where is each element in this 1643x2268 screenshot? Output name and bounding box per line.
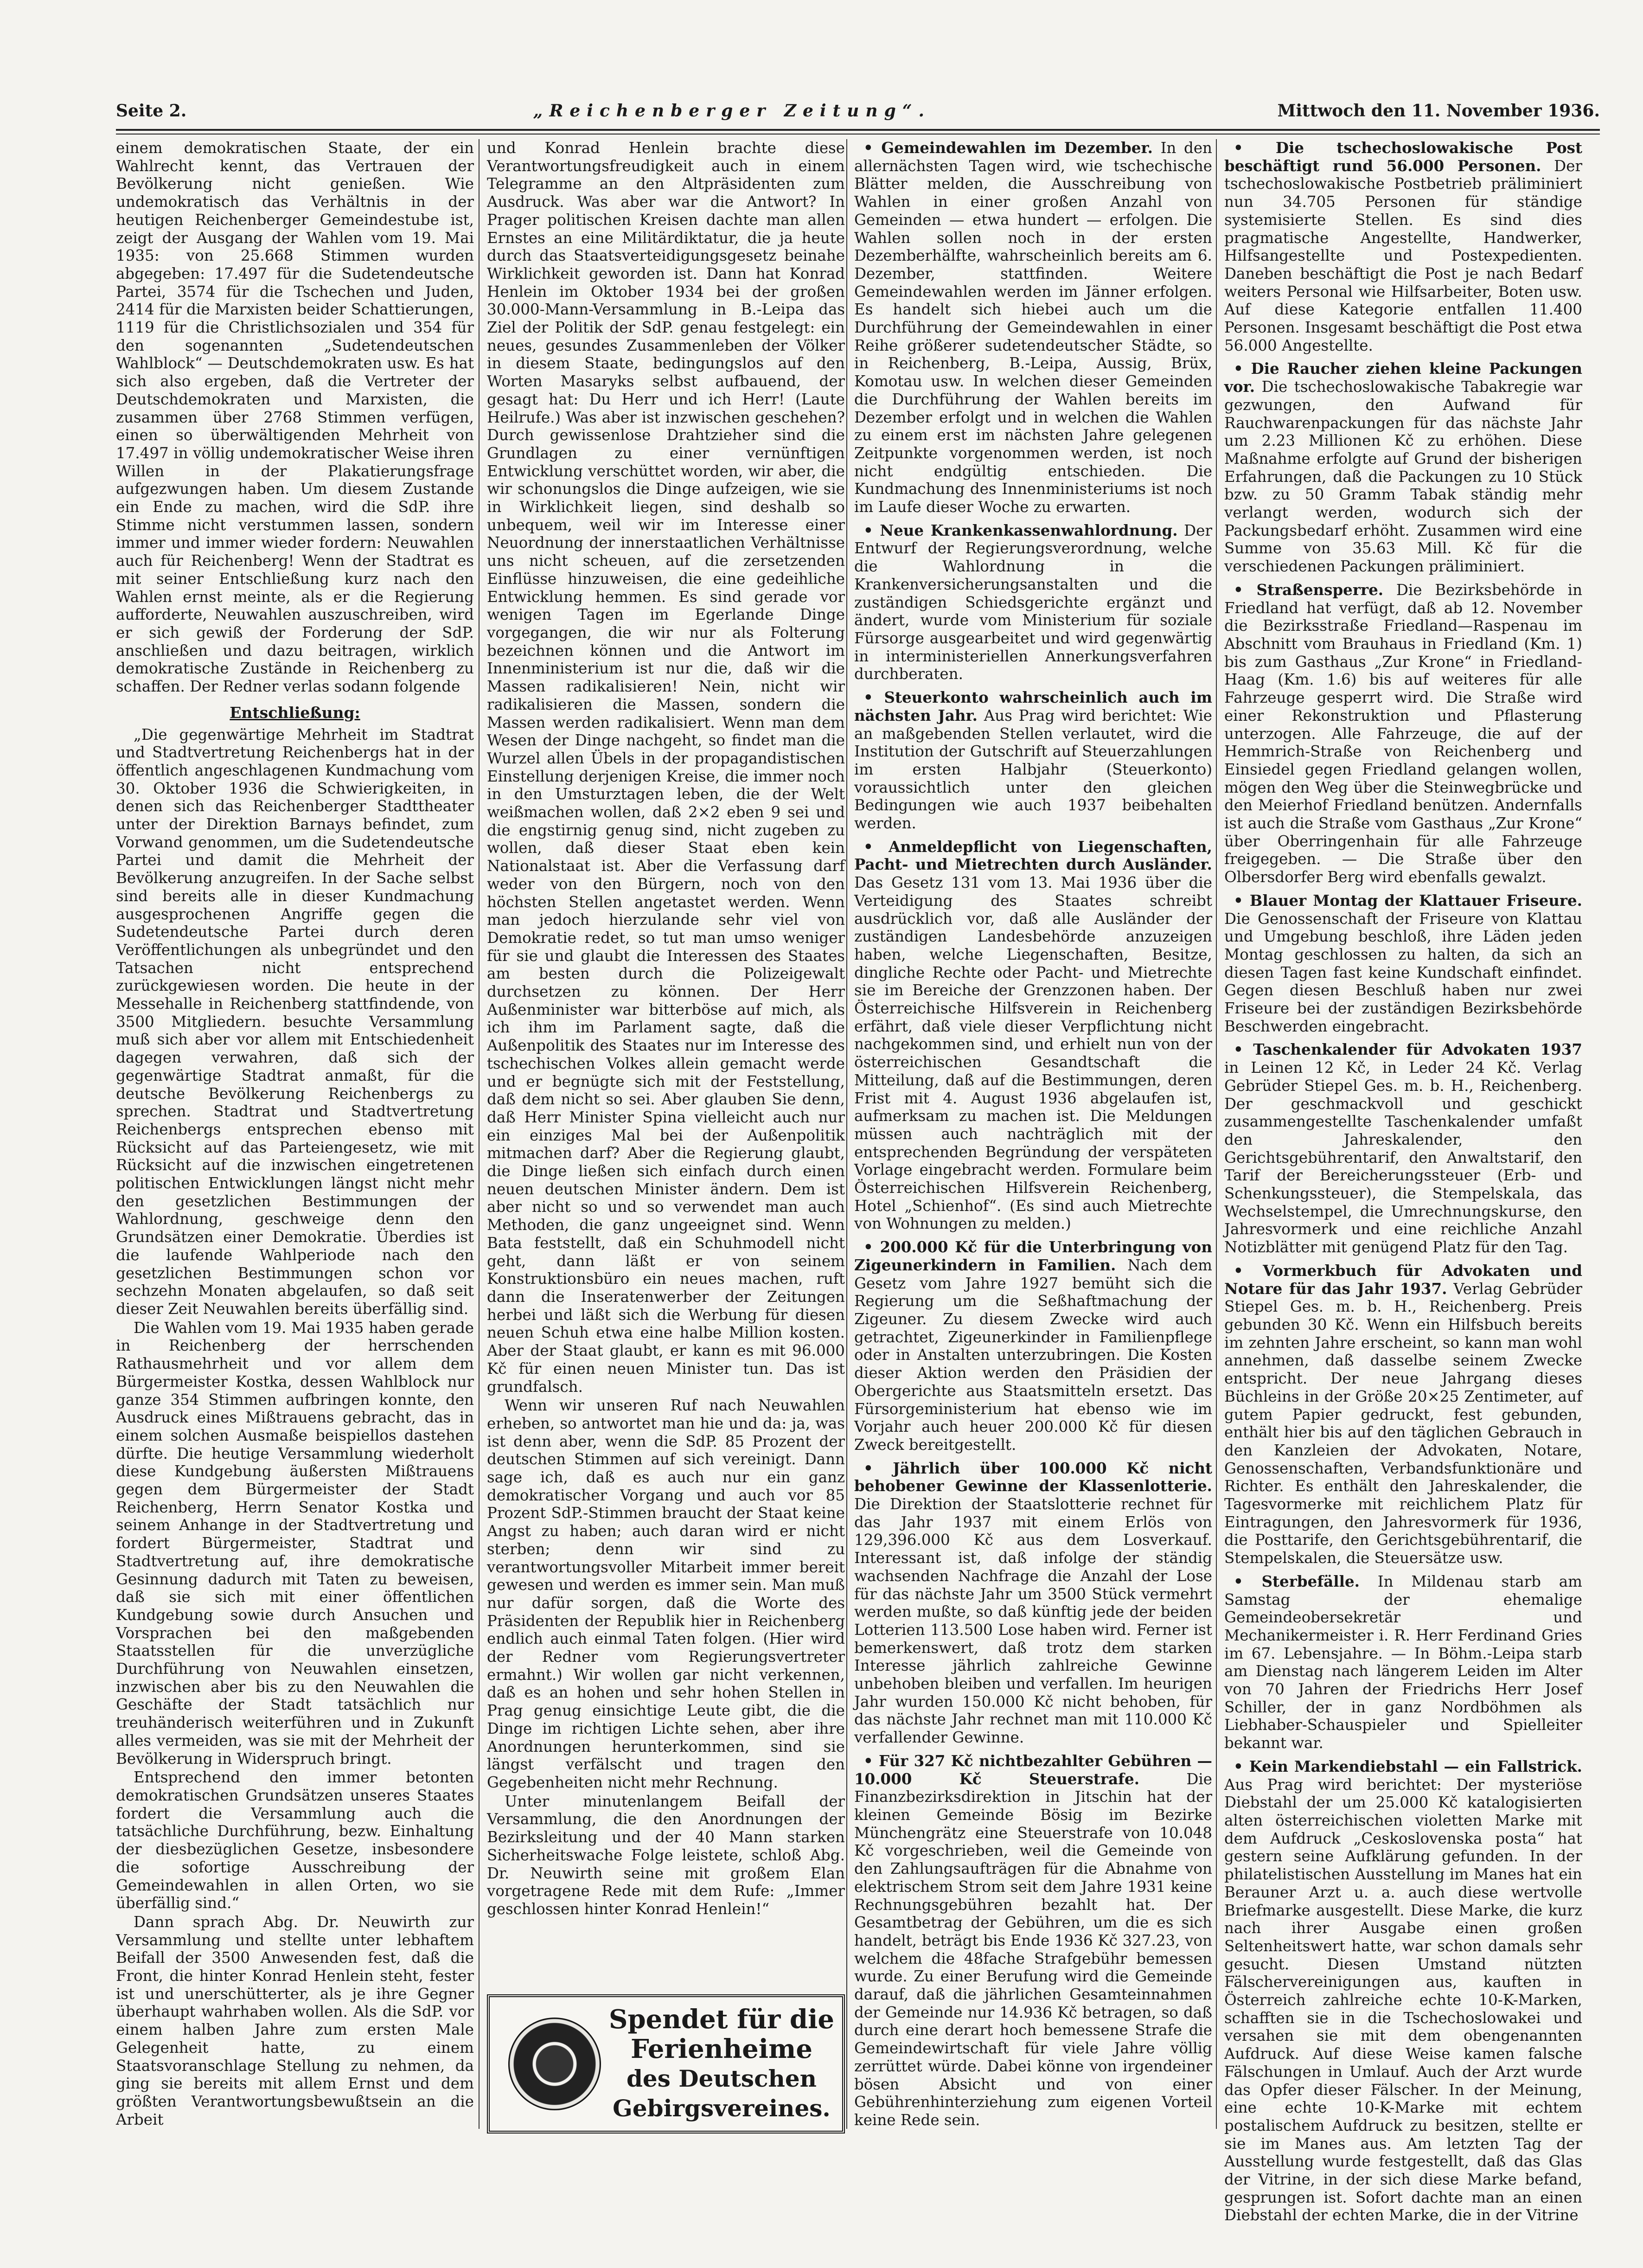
column-3	[854, 139, 1212, 2189]
column-2	[487, 139, 845, 1976]
article-paragraph: „Die gegenwärtige Mehrheit im Stadtrat und Stadtvertretung Reichenbergs hat in der öffentlich angeschlagenen Kundmachung vom 30. Oktober 1936 die Schwierigkeiten, in denen sich das Reichenberger Stadttheater unter der Direktion Barnays befindet, zum Vorwand genommen, um die Sudetendeutsche Partei und damit die Mehrheit der Bevölkerung anzugreifen. In der Sache selbst sind bereits alle in dieser Kundmachung ausgesprochenen Angriffe gegen die Sudetendeutsche Partei durch deren Veröffentlichungen als unbegründet und den Tatsachen nicht entsprechend zurückgewiesen worden. Die heute in der Messehalle in Reichenberg stattfindende, von 3500 Mitgliedern. besuchte Versammlung muß sich aber vor allem mit Entschiedenheit dagegen verwahren, daß sich der gegenwärtige Stadtrat anmaßt, für die deutsche Bevölkerung Reichenbergs zu sprechen. Stadtrat und Stadtvertretung Reichenbergs entsprechen ebenso mit Rücksicht auf das Parteiengesetz, wie mit Rücksicht auf die inzwischen eingetretenen politischen Entwicklungen längst nicht mehr den gesetzlichen Bestimmungen der Wahlordnung, geschweige denn den Grundsätzen einer Demokratie. Überdies ist die laufende Wahlperiode nach den gesetzlichen Bestimmungen schon vor sechzehn Monaten abgelaufen, so daß seit dieser Zeit Neuwahlen bereits überfällig sind.	[116, 725, 474, 1318]
article-paragraph: und Konrad Henlein brachte diese Verantwortungsfreudigkeit auch in einem Telegramme an den Altpräsidenten zum Ausdruck. Was aber war die Antwort? In Prager politischen Kreisen dachte man allen Ernstes an eine Militärdiktatur, die ja heute durch das Staatsverteidigungsgesetz beinahe Wirklichkeit geworden ist. Dann hat Konrad Henlein im Oktober 1934 bei der großen 30.000-Mann-Versammlung in B.-Leipa das Ziel der Politik der SdP. genau festgelegt: ein neues, gesundes Zusammenleben der Völker in diesem Staate, bedingungslos auf den Worten Masaryks selbst aufbauend, der gesagt hat: Du Herr und ich Herr! (Laute Heilrufe.) Was aber ist inzwischen geschehen? Durch gewissenlose Drahtzieher sind die Grundlagen zu einer vernünftigen Entwicklung verschüttet worden, wir aber, die wir schonungslos die Dinge aufzeigen, wie sie in Wirklichkeit liegen, sind deshalb so unbequem, weil wir im Interesse einer Neuordnung der innerstaatlichen Verhältnisse uns nicht scheuen, auf die zersetzenden Einflüsse hinzuweisen, die eine gedeihliche Entwicklung hemmen. Es sind gerade vor wenigen Tagen im Egerlande Dinge vorgegangen, die wir nur als Folterung bezeichnen können und die Antwort im Innenministerium ist nur die, daß wir die Massen radikalisieren! Nein, nicht wir radikalisieren die Massen, sondern die Massen werden radikalisiert. Wenn man dem Wesen der Dinge nachgeht, so findet man die Wurzel allen Übels in der propagandistischen Einstellung derjenigen Kreise, die immer noch in den Umsturztagen leben, die der Welt weißmachen wollen, daß 2×2 eben 9 sei und die engstirnig genug sind, nicht zugeben zu wollen, daß dieser Staat eben kein Nationalstaat ist. Aber die Verfassung darf weder von den Bürgern, noch von den höchsten Stellen angetastet werden. Wenn man jedoch hierzulande sehr viel von Demokratie redet, so tut man umso weniger für sie und glaubt die Interessen des Staates am besten durch die Polizeigewalt durchsetzen zu können. Der Herr Außenminister war bitterböse auf mich, als ich ihm im Parlament sagte, daß die Außenpolitik des Staates nur im Interesse des tschechischen Volkes allein gemacht werde und er begnügte sich mit der Feststellung, daß dem nicht so sei. Aber glauben Sie denn, daß Herr Minister Spina vielleicht auch nur ein einziges Mal bei der Außenpolitik mitmachen darf? Aber die Regierung glaubt, die Dinge ließen sich einfach durch einen neuen deutschen Minister ändern. Dem ist aber nicht so und so verwendet man auch Methoden, die ganz ungeeignet sind. Wenn Bata feststellt, daß ein Schuhmodell nicht geht, dann läßt er von seinem Konstruktionsbüro ein neues machen, ruft dann die Inseratenwerber der Zeitungen herbei und läßt sich die Werbung für diesen neuen Schuh etwa eine halbe Million kosten. Aber der Staat glaubt, er kann es mit 96.000 Kč für einen neuen Minister tun. Das ist grundfalsch.	[487, 139, 845, 1396]
news-item-text: Das Gesetz 131 vom 13. Mai 1936 über die Verteidigung des Staates schreibt ausdrücklich vor, daß alle Ausländer der zuständigen Landesbehörde anzuzeigen haben, welche Liegenschaften, Besitze, dingliche Rechte oder Pacht- und Mietrechte sie im Bereiche der Grenzzonen haben. Der Österreichische Hilfsverein in Reichenberg erfährt, daß viele dieser Verpflichtung nicht nachgekommen sind, und erhielt nun von der österreichischen Gesandtschaft die Mitteilung, daß auf die Bestimmungen, deren Frist mit 4. August 1936 abgelaufen ist, aufmerksam zu machen ist. Die Meldungen müssen auch nachträglich mit der entsprechenden Begründung der verspäteten Vorlage eingebracht werden. Formulare beim Österreichischen Hilfsverein Reichenberg, Hotel „Schienhof“. (Es sind auch Mietrechte von Wohnungen zu melden.)	[854, 874, 1212, 1233]
news-item-text: In den allernächsten Tagen wird, wie tschechische Blätter melden, die Ausschreibung von Wahlen in einer großen Anzahl von Gemeinden — etwa hundert — erfolgen. Die Wahlen sollen noch in der ersten Dezemberhälfte, wahrscheinlich bereits am 6. Dezember, stattfinden. Weitere Gemeindewahlen werden im Jänner erfolgen. Es handelt sich hiebei auch um die Durchführung der Gemeindewahlen in einer Reihe größerer sudetendeutscher Städte, so in Reichenberg, B.-Leipa, Aussig, Brüx, Komotau usw. In welchen dieser Gemeinden die Durchführung der Wahlen bereits im Dezember erfolgt und in welchen die Wahlen zu einem erst im nächsten Jahre gelegenen Zeitpunkte vorgenommen werden, ist noch nicht endgültig entschieden. Die Kundmachung des Innenministeriums ist noch im Laufe dieser Woche zu erwarten.	[854, 139, 1212, 516]
news-item-headline: • 200.000 Kč für die Unterbringung von Zigeunerkindern in Familien.	[854, 1238, 1212, 1274]
column-divider	[1216, 139, 1217, 2129]
header-rule	[116, 129, 1600, 131]
news-item-text: Der tschechoslowakische Postbetrieb präliminiert nun 34.705 Personen für ständige systemisierte Stellen. Es sind dies pragmatische Angestellte, Handwerker, Hilfsangestellte und Postexpedienten. Daneben beschäftigt die Post je nach Bedarf weiters Personal wie Hilfsarbeiter, Boten usw. Auf diese Kategorie entfallen 11.400 Personen. Insgesamt beschäftigt die Post etwa 56.000 Angestellte.	[1224, 157, 1582, 354]
news-item-text: Aus Prag wird berichtet: Wie an maßgebenden Stellen verlautet, wird die Institution der Gutschrift auf Steuerzahlungen im ersten Halbjahr (Steuerkonto) voraussichtlich unter den gleichen Bedingungen wie auch 1937 beibehalten werden.	[854, 706, 1212, 833]
ad-line: Spendet für die	[609, 2004, 834, 2035]
article-paragraph: Wenn wir unseren Ruf nach Neuwahlen erheben, so antwortet man hie und da: ja, was ist denn aber, wenn die SdP. 85 Prozent der deutschen Stimmen auf sich vereinigt. Dann sage ich, daß es auch nur ein ganz demokratischer Vorgang und auch vor 85 Prozent SdP.-Stimmen braucht der Staat keine Angst zu haben; auch daran wird er nicht sterben; denn wir sind zu verantwortungsvoller Mitarbeit immer bereit gewesen und werden es immer sein. Man muß nur dafür sorgen, daß die Worte des Präsidenten der Republik hier in Reichenberg endlich auch einmal Taten folgen. (Hier wird der Redner vom Regierungsvertreter ermahnt.) Wir wollen gar nicht verkennen, daß es an hohen und sehr hohen Stellen in Prag genug einsichtige Leute gibt, die die Dinge im richtigen Lichte sehen, aber ihre Anordnungen herunterkommen, sind sie längst verfälscht und tragen den Gegebenheiten nicht mehr Rechnung.	[487, 1397, 845, 1791]
news-item-text: Die Genossenschaft der Friseure von Klattau und Umgebung beschloß, ihre Läden jeden Montag geschlossen zu halten, da sich an diesen Tagen fast keine Kundschaft einfindet. Gegen diesen Beschluß haben nur zwei Friseure bei der zuständigen Bezirksbehörde Beschwerden eingebracht.	[1224, 910, 1582, 1035]
news-item	[854, 838, 1212, 1233]
column-divider	[846, 139, 847, 2129]
news-item-text: Der Entwurf der Regierungsverordnung, welche die Wahlordnung in die Krankenversicherungsanstalten und die zuständigen Schiedsgerichte ergänzt und ändert, wurde vom Ministerium für soziale Fürsorge ausgearbeitet und wird gegenwärtig in interministeriellen Annerkungsverfahren durchberaten.	[854, 521, 1212, 683]
column-1	[116, 139, 474, 2189]
advertisement-text	[601, 2005, 842, 2123]
news-item	[854, 689, 1212, 833]
news-item-headline: • Anmeldepflicht von Liegenschaften, Pacht- und Mietrechten durch Ausländer.	[854, 837, 1212, 874]
news-item-headline: • Straßensperre.	[1234, 580, 1384, 599]
news-item-headline: • Gemeindewahlen im Dezember.	[863, 139, 1153, 157]
ad-line: des Deutschen	[626, 2065, 817, 2092]
news-item	[854, 522, 1212, 683]
news-item-headline: • Steuerkonto wahrscheinlich auch im nächsten Jahr.	[854, 688, 1212, 724]
news-item-headline: • Blauer Montag der Klattauer Friseure.	[1234, 891, 1582, 910]
article-paragraph: Dann sprach Abg. Dr. Neuwirth zur Versammlung und stellte unter lebhaftem Beifall der 3500 Anwesenden fest, daß die Front, die hinter Konrad Henlein steht, fester ist und unerschütterter, als je ihre Gegner überhaupt wahrhaben wollen. Als die SdP. vor einem halben Jahre zum ersten Male Gelegenheit hatte, zu einem Staatsvoranschlage Stellung zu nehmen, da ging sie bereits mit allem Ernst und dem größten Verantwortungsbewußtsein an die Arbeit	[116, 1913, 474, 2128]
news-item-text: Die Bezirksbehörde in Friedland hat verfügt, daß ab 12. November die Bezirksstraße Friedland—Raspenau im Abschnitt vom Brauhaus in Friedland (Km. 1) bis zum Gasthaus „Zur Krone“ in Friedland-Haag (Km. 1.6) bis auf weiteres für alle Fahrzeuge gesperrt wird. Die Straße wird einer Rekonstruktion und Pflasterung unterzogen. Alle Fahrzeuge, die auf der Hemmrich-Straße von Reichenberg und Einsiedel gegen Friedland gelangen wollen, mögen den Weg über die Steinwegbrücke und den Meierhof Friedland benützen. Andernfalls ist auch die Straße vom Gasthaus „Zur Krone“ über Oberringenhain für alle Fahrzeuge freigegeben. — Die Straße über den Olbersdorfer Berg wird ebenfalls gewalzt.	[1224, 581, 1583, 886]
article-paragraph: Entsprechend den immer betonten demokratischen Grundsätzen unseres Staates fordert die Versammlung auch die tatsächliche Durchführung, bezw. Einhaltung der diesbezüglichen Gesetze, insbesondere die sofortige Ausschreibung der Gemeindewahlen in allen Orten, wo sie überfällig sind.“	[116, 1768, 474, 1912]
ad-line: Ferienheime	[631, 2034, 812, 2064]
news-item	[1224, 1758, 1582, 2224]
news-item-text: Die tschechoslowakische Tabakregie war gezwungen, den Aufwand für Rauchwarenpackungen für das nächste Jahr um 2.23 Millionen Kč zu erhöhen. Diese Maßnahme erfolgte auf Grund der bisherigen Erfahrungen, daß die Packungen zu 10 Stück bzw. zu 50 Gramm Tabak ständig mehr verlangt werden, wodurch sich der Packungsbedarf erhöht. Zusammen wird eine Summe von 35.63 Mill. Kč für die verschiedenen Packungen präliminiert.	[1224, 378, 1582, 576]
news-item-text: Die Direktion der Staatslotterie rechnet für das Jahr 1937 mit einem Erlös von 129,396.000 Kč aus dem Losverkauf. Interessant ist, daß infolge der ständig wachsenden Nachfrage die Anzahl der Lose für das nächste Jahr um 3500 Stück vermehrt werden mußte, so daß künftig jede der beiden Lotterien 113.500 Lose haben wird. Ferner ist bemerkenswert, daß trotz dem starken Interesse jährlich zahlreiche Gewinne unbehoben bleiben und verfallen. Im heurigen Jahr wurden 150.000 Kč nicht behoben, für das nächste Jahr rechnet man mit 110.000 Kč verfallender Gewinne.	[854, 1495, 1212, 1747]
news-item-headline: • Für 327 Kč nichtbezahlter Gebühren — 10.000 Kč Steuerstrafe.	[854, 1751, 1212, 1788]
news-item	[854, 1752, 1212, 2129]
news-item	[1224, 1573, 1582, 1752]
issue-date: Mittwoch den 11. November 1936.	[1277, 101, 1600, 121]
news-item	[1224, 139, 1582, 354]
news-item-text: Aus Prag wird berichtet: Der mysteriöse Diebstahl der um 25.000 Kč katalogisierten alten österreichischen violetten Marke mit dem Aufdruck „Ceskoslovenska posta“ hat gestern seine Aufklärung gefunden. In der philatelistischen Ausstellung im Manes hat ein Berauner Arzt u. a. auch diese wertvolle Briefmarke ausgestellt. Diese Marke, die kurz nach ihrer Ausgabe einen großen Seltenheitswert hatte, war schon damals sehr gesucht. Diesen Umstand nützten Fälschervereinigungen aus, kauften in Österreich zahlreiche echte 10-K-Marken, schafften sie in die Tschechoslowakei und versahen sie mit dem obengenannten Aufdruck. Auf diese Weise kamen falsche Fälschungen in Umlauf. Auch der Arzt wurde das Opfer dieser Fälscher. In der Meinung, eine echte 10-K-Marke mit echtem postalischem Aufdruck zu besitzen, stellte er sie im Manes aus. Am letzten Tag der Ausstellung wurde festgestellt, daß das Glas der Vitrine, in der sich diese Marke befand, gesprungen ist. Sofort dachte man an einen Diebstahl der echten Marke, die in der Vitrine	[1224, 1775, 1582, 2224]
news-item-text: In Mildenau starb am Samstag der ehemalige Gemeindeobersekretär und Mechanikermeister i. R. Herr Ferdinand Gries im 67. Lebensjahre. — In Böhm.-Leipa starb am Dienstag nach längerem Leiden im Alter von 70 Jahren der Friedrichs Herr Josef Schiller, der in ganz Nordböhmen als Liebhaber-Schauspieler und Spielleiter bekannt war.	[1224, 1572, 1582, 1752]
edelweiss-seal-icon	[508, 2018, 601, 2110]
news-item-headline: • Sterbefälle.	[1234, 1572, 1360, 1590]
news-item	[1224, 360, 1582, 575]
article-paragraph: Die Wahlen vom 19. Mai 1935 haben gerade in Reichenberg der herrschenden Rathausmehrheit und vor allem dem Bürgermeister Kostka, dessen Wahlblock nur ganze 354 Stimmen aufbringen konnte, den Ausdruck eines Mißtrauens gebracht, das in einem solchen Ausmaße beispiellos dastehen dürfte. Die heutige Versammlung wiederholt diese Kundgebung äußersten Mißtrauens gegen dem Bürgermeister der Stadt Reichenberg, Herrn Senator Kostka und seinem Anhange in der Stadtvertretung und fordert Bürgermeister, Stadtrat und Stadtvertretung auf, ihre demokratische Gesinnung dadurch mit Taten zu beweisen, daß sie sich mit einer öffentlichen Kundgebung sowie durch Ansuchen und Vorsprachen bei den maßgebenden Staatsstellen für die unverzügliche Durchführung von Neuwahlen einsetzen, inzwischen aber bis zu den Neuwahlen die Geschäfte der Stadt tatsächlich nur treuhänderisch weiterführen und in Zukunft alles vermeiden, was sie mit der Mehrheit der Bevölkerung in Widerspruch bringt.	[116, 1319, 474, 1768]
news-item-headline: • Taschenkalender für Advokaten 1937	[1234, 1040, 1582, 1059]
news-item	[1224, 1262, 1582, 1567]
news-item-headline: • Jährlich über 100.000 Kč nicht behobener Gewinne der Klassenlotterie.	[854, 1459, 1212, 1495]
ad-line: Gebirgsvereines.	[613, 2095, 831, 2122]
news-item	[854, 1238, 1212, 1454]
news-item-headline: • Die tschechoslowakische Post beschäftigt rund 56.000 Personen.	[1224, 139, 1582, 175]
page-number: Seite 2.	[116, 101, 187, 121]
news-item	[854, 139, 1212, 516]
news-item-text: Die Finanzbezirksdirektion in Jitschin hat der kleinen Gemeinde Bösig im Bezirke Münchengrätz eine Steuerstrafe von 10.048 Kč vorgeschrieben, weil die Gemeinde von den Zahlungsaufträgen für die Abnahme von elektrischem Strom seit dem Jahre 1931 keine Rechnungsgebühren bezahlt hat. Der Gesamtbetrag der Gebühren, um die es sich handelt, beträgt bis Ende 1936 Kč 327.23, von welchem die 48fache Strafgebühr bemessen wurde. Zu einer Berufung wird die Gemeinde darauf, daß die jährlichen Gesamteinnahmen der Gemeinde nur 14.936 Kč betragen, so daß durch eine derart hoch bemessene Strafe die Gemeindewirtschaft für viele Jahre völlig zerrüttet würde. Dabei könne von irgendeiner bösen Absicht und von einer Gebührenhinterziehung zum eigenen Vorteil keine Rede sein.	[854, 1770, 1212, 2129]
news-item-headline: • Die Raucher ziehen kleine Packungen vor.	[1224, 359, 1582, 396]
column-4	[1224, 139, 1583, 2224]
news-item	[854, 1460, 1212, 1747]
news-item	[1224, 892, 1582, 1036]
article-paragraph: einem demokratischen Staate, der ein Wahlrecht kennt, das Vertrauen der Bevölkerung nicht genießen. Wie undemokratisch das Verhältnis in der heutigen Reichenberger Gemeindestube ist, zeigt der Ausgang der Wahlen vom 19. Mai 1935: von 25.668 Stimmen wurden abgegeben: 17.497 für die Sudetendeutsche Partei, 3574 für die Tschechen und Juden, 2414 für die Marxisten beider Schattierungen, 1119 für die Christlichsozialen und 354 für den sogenannten „Sudetendeutschen Wahlblock“ — Deutschdemokraten usw. Es hat sich also ergeben, daß die Vertreter der Deutschdemokraten und Marxisten, die zusammen über 2768 Stimmen verfügen, einen so überwältigenden Mehrheit von 17.497 in völlig undemokratischer Weise ihren Willen in der Plakatierungsfrage aufgezwungen haben. Um diesem Zustande ein Ende zu machen, wird die SdP. ihre Stimme nicht verstummen lassen, sondern immer und immer wieder fordern: Neuwahlen auch für Reichenberg! Wenn der Stadtrat es mit seiner Entschließung kurz nach den Wahlen ernst meinte, als er die Regierung aufforderte, Neuwahlen auszuschreiben, wird er sich gewiß der Forderung der SdP. anschließen und dazu beitragen, wirklich demokratische Zustände in Reichenberg zu schaffen. Der Redner verlas sodann folgende	[116, 139, 474, 696]
news-item-headline: • Kein Markendiebstahl — ein Fallstrick.	[1234, 1757, 1582, 1775]
news-item-headline: • Vormerkbuch für Advokaten und Notare für das Jahr 1937.	[1224, 1261, 1582, 1298]
newspaper-title: „Reichenberger Zeitung“.	[533, 101, 931, 121]
header-rule-thin	[116, 134, 1600, 135]
news-item-text: Verlag Gebrüder Stiepel Ges. m. b. H., Reichenberg. Preis gebunden 30 Kč. Wenn ein Hilfsbuch bereits im zehnten Jahre erscheint, so kann man wohl annehmen, daß dasselbe seinem Zwecke entspricht. Der neue Jahrgang dieses Büchleins in der Größe 20×25 Zentimeter, auf gutem Papier gedruckt, fest gebunden, enthält hier bis auf den täglichen Gebrauch in den Kanzleien der Advokaten, Notare, Genossenschaften, Verbandsfunktionäre und Richter. Es enthält den Jahreskalender, die Tagesvormerke mit reichlichem Platz für Eintragungen, den Jahresvormerk für 1936, die Posttarife, den Gerichtsgebührentarif, die Stempelskalen, die Steuersätze usw.	[1224, 1280, 1582, 1567]
page-header	[116, 101, 1600, 129]
article-paragraph: Unter minutenlangem Beifall der Versammlung, die den Anordnungen der Bezirksleitung und der 40 Mann starken Sicherheitswache Folge leistete, schloß Abg. Dr. Neuwirth seine mit großem Elan vorgetragene Rede mit dem Rufe: „Immer geschlossen hinter Konrad Henlein!“	[487, 1792, 845, 1918]
news-item-headline: • Neue Krankenkassenwahlordnung.	[863, 521, 1178, 539]
news-item-text: in Leinen 12 Kč, in Leder 24 Kč. Verlag Gebrüder Stiepel Ges. m. b. H., Reichenberg. Der geschmackvoll und geschickt zusammengestellte Taschenkalender umfaßt den Jahreskalender, den Gerichtsgebührentarif, den Anwaltstarif, den Tarif der Bereicherungssteuer (Erb- und Schenkungssteuer), die Stempelskala, das Wechselstempel, die Umrechnungskurse, den Jahresvormerk und eine reichliche Anzahl Notizblätter mit genügend Platz für den Tag.	[1224, 1059, 1582, 1256]
section-heading: Entschließung:	[230, 703, 360, 722]
news-item	[1224, 1041, 1582, 1256]
news-item	[1224, 581, 1582, 886]
news-item-text: Nach dem Gesetz vom Jahre 1927 bemüht sich die Regierung um die Seßhaftmachung der Zigeuner. Zu diesem Zwecke wird auch getrachtet, Zigeunerkinder in Familienpflege oder in Anstalten unterzubringen. Die Kosten dieser Aktion werden den Präsidien der Obergerichte aus Staatsmitteln ersetzt. Das Fürsorgeministerium hat ebenso wie im Vorjahr auch heuer 200.000 Kč für diesen Zweck bereitgestellt.	[854, 1256, 1212, 1454]
advertisement-box	[487, 1994, 845, 2133]
